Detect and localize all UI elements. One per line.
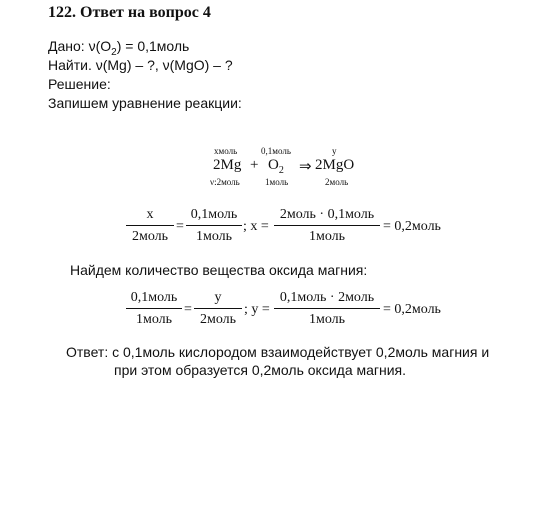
fraction-bar xyxy=(126,308,182,309)
above-mg-label: xмоль xyxy=(214,146,238,156)
fraction-denominator: 1моль xyxy=(195,229,233,244)
given-line xyxy=(48,38,189,58)
fraction-y-over-2mol xyxy=(194,290,242,328)
fraction-product xyxy=(274,207,380,245)
page-title: 122. Ответ на вопрос 4 xyxy=(48,4,211,21)
fraction-numerator: 0,1моль xyxy=(130,290,178,305)
fraction-numerator: 0,1моль xyxy=(190,207,238,222)
fraction-denominator: 2моль xyxy=(199,312,237,327)
below-o2-label: 1моль xyxy=(265,177,289,187)
fraction-x-over-2mol xyxy=(126,207,174,245)
fraction-bar xyxy=(186,225,242,226)
fraction-denominator: 1моль xyxy=(308,312,346,327)
reaction-equation xyxy=(210,146,380,190)
fraction-numerator: 2моль · 0,1моль xyxy=(279,207,375,222)
equals-sign: = xyxy=(176,219,184,234)
find-line: Найти. ν(Mg) – ?, ν(MgO) – ? xyxy=(48,57,233,73)
o2-symbol: O xyxy=(268,157,279,173)
above-mgo-label: y xyxy=(332,146,337,156)
fraction-numerator: x xyxy=(146,207,154,222)
separator-x: ; x = xyxy=(243,219,269,234)
find-oxide-text: Найдем количество вещества оксида магния: xyxy=(70,262,368,278)
fraction-bar xyxy=(274,308,380,309)
given-expr: ν(O xyxy=(88,38,112,54)
equation-mg xyxy=(126,207,456,247)
separator-y: ; y = xyxy=(244,302,270,317)
fraction-denominator: 2моль xyxy=(131,229,169,244)
fraction-numerator: y xyxy=(214,290,222,305)
fraction-denominator: 1моль xyxy=(135,312,173,327)
fraction-numerator: 0,1моль · 2моль xyxy=(279,290,375,305)
fraction-bar xyxy=(126,225,174,226)
fraction-denominator: 1моль xyxy=(308,229,346,244)
write-equation-text: Запишем уравнение реакции: xyxy=(48,95,242,111)
fraction-01-over-1 xyxy=(126,290,182,328)
below-mg-label: ν:2моль xyxy=(210,177,240,187)
reactant-mg: 2Mg xyxy=(213,157,242,173)
above-o2-label: 0,1моль xyxy=(261,146,291,156)
given-label: Дано: xyxy=(48,38,89,54)
answer-line-1: Ответ: с 0,1моль кислородом взаимодействует 0,2моль магния и xyxy=(66,344,490,360)
reaction-arrow: ⇒ xyxy=(299,159,312,175)
given-value: ) = 0,1моль xyxy=(116,38,190,54)
fraction-bar xyxy=(274,225,380,226)
result-value: = 0,2моль xyxy=(383,302,441,317)
below-mgo-label: 2моль xyxy=(325,177,349,187)
product-mgo: 2MgO xyxy=(315,157,355,173)
fraction-01-over-1 xyxy=(186,207,242,245)
o2-subscript: 2 xyxy=(278,165,284,176)
fraction-product xyxy=(274,290,380,328)
plus-sign: + xyxy=(250,157,259,173)
answer-line-2: при этом образуется 0,2моль оксида магния. xyxy=(114,362,407,378)
result-value: = 0,2моль xyxy=(383,219,441,234)
solution-label: Решение: xyxy=(48,76,111,92)
equals-sign: = xyxy=(184,302,192,317)
equation-mgo xyxy=(126,290,456,330)
reactant-o2 xyxy=(268,157,284,176)
given-subscript: 2 xyxy=(111,46,117,58)
fraction-bar xyxy=(194,308,242,309)
